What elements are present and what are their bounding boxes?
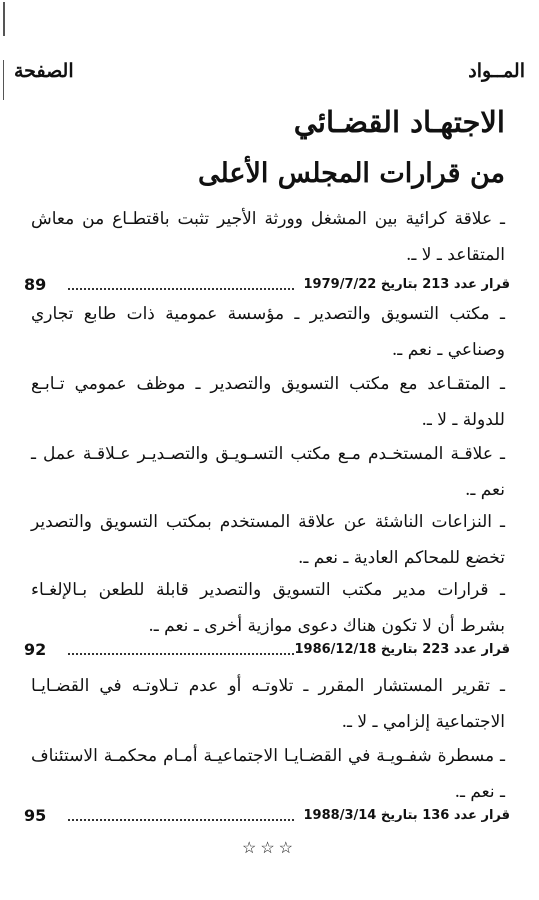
item-1: ـ علاقة كرائية بين المشغل وورثة الأجير تثبت باقتطـاع من معاش المتقاعد ـ لا ـ. — [31, 209, 505, 265]
page-number: 95 — [24, 806, 47, 825]
decision-ref-text: قرار عدد 136 بتاريخ 1988/3/14 — [303, 808, 510, 823]
decision-ref-text: قرار عدد 213 بتاريخ 1979/7/22 — [303, 277, 510, 292]
item-7: ـ تقرير المستشار المقرر ـ تلاوتـه أو عدم تـلاوتـه في القضـايـا الاجتماعية إلزامي ـ لا ـ. — [31, 676, 505, 732]
item-3: ـ المتقـاعد مع مكتب التسويق والتصدير ـ موظف عمومي تـابـع للدولة ـ لا ـ. — [31, 374, 505, 430]
decision-ref-3 — [24, 803, 510, 829]
decision-ref-2 — [24, 637, 510, 663]
leader-dots — [68, 288, 294, 290]
item-5: ـ النزاعات الناشئة عن علاقة المستخدم بمكتب التسويق والتصدير تخضع للمحاكم العادية ـ نعم ـ. — [31, 512, 505, 568]
leader-dots — [68, 819, 294, 821]
item-2: ـ مكتب التسويق والتصدير ـ مؤسسة عمومية ذات طابع تجاري وصناعي ـ نعم ـ. — [31, 304, 505, 360]
scan-edge-mark — [3, 2, 5, 36]
item-6: ـ قرارات مدير مكتب التسويق والتصدير قابلة للطعن بـالإلغـاء بشرط أن لا تكون هناك دعوى موازية أخرى ـ نعم ـ. — [31, 580, 505, 636]
item-4: ـ علاقـة المستخـدم مـع مكتب التسـويـق والتصـديـر عـلاقـة عمل ـ نعم ـ. — [31, 444, 505, 500]
scan-edge-mark — [3, 60, 4, 100]
page-number: 92 — [24, 640, 47, 659]
item-8: ـ مسطرة شفـويـة في القضـايـا الاجتماعيـة أمـام محكمـة الاستئناف ـ نعم ـ. — [31, 746, 505, 802]
page-column-header: الصفحة — [14, 60, 74, 82]
section-subtitle: من قرارات المجلس الأعلى — [197, 158, 505, 189]
ornament-stars: ☆☆☆ — [241, 838, 298, 857]
leader-dots — [68, 653, 294, 655]
materials-column-header: المــواد — [468, 60, 525, 82]
page-number: 89 — [24, 275, 47, 294]
section-title: الاجتهـاد القضـائي — [293, 105, 505, 139]
decision-ref-text: قرار عدد 223 بتاريخ 1986/12/18 — [294, 642, 510, 657]
decision-ref-1 — [24, 272, 510, 298]
